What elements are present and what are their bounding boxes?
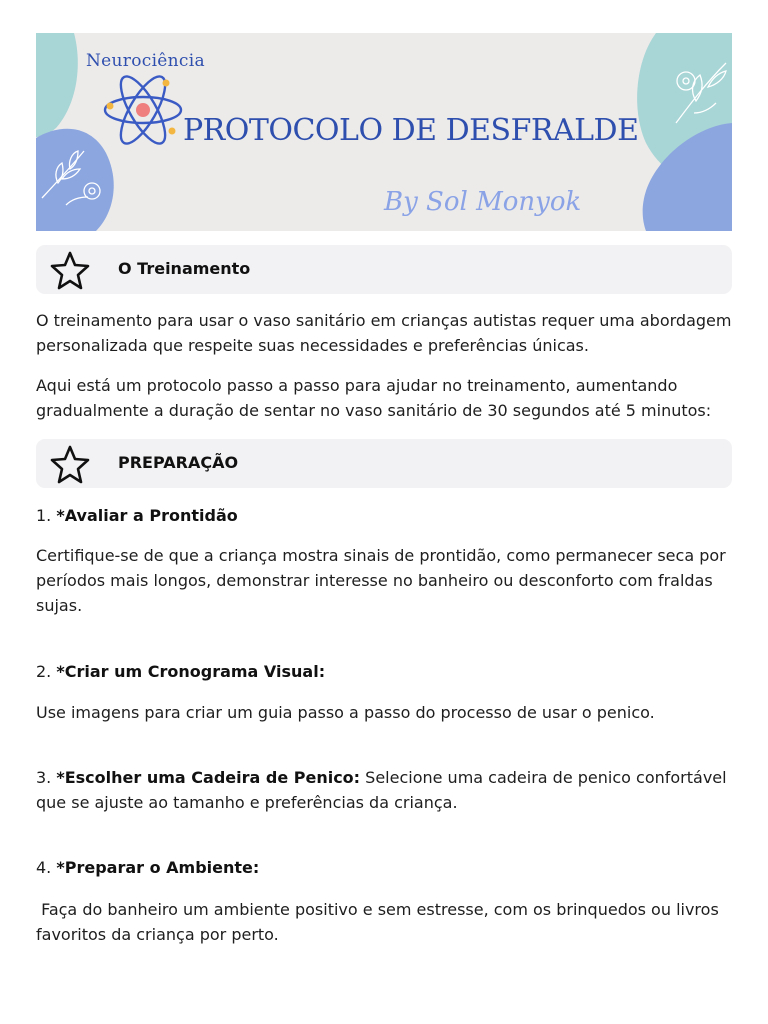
banner-kicker: Neurociência xyxy=(86,51,205,71)
step-number: 3. xyxy=(36,768,52,787)
step-title: *Avaliar a Prontidão xyxy=(56,506,238,525)
atom-icon xyxy=(102,73,184,147)
step-number: 1. xyxy=(36,506,52,525)
step-heading xyxy=(36,765,736,815)
intro-paragraph-2: Aqui está um protocolo passo a passo para ajudar no treinamento, aumentando gradualmente a duração de sentar no vaso sanitário de 30 segundos até 5 minutos: xyxy=(36,376,712,420)
section-title: PREPARAÇÃO xyxy=(118,453,239,472)
section-header-preparacao xyxy=(36,439,732,488)
header-banner xyxy=(36,33,732,231)
step-heading xyxy=(36,659,736,684)
step-body: Use imagens para criar um guia passo a passo do processo de usar o penico. xyxy=(36,703,655,722)
step-inline-text: Selecione uma cadeira de penico confortável que se ajuste ao tamanho e preferências da criança. xyxy=(36,768,727,812)
step-body: Certifique-se de que a criança mostra sinais de prontidão, como permanecer seca por períodos mais longos, demonstrar interesse no banheiro ou desconforto com fraldas sujas. xyxy=(36,546,726,615)
banner-byline: By Sol Monyok xyxy=(384,187,582,217)
step-number: 4. xyxy=(36,858,52,877)
star-icon xyxy=(48,250,92,290)
step-heading xyxy=(36,503,736,528)
intro-paragraph-1: O treinamento para usar o vaso sanitário em crianças autistas requer uma abordagem personalizada que respeite suas necessidades e preferências únicas. xyxy=(36,311,732,355)
step-title: *Escolher uma Cadeira de Penico: xyxy=(56,768,361,787)
step-title: *Criar um Cronograma Visual: xyxy=(56,662,326,681)
step-heading xyxy=(36,855,736,880)
star-icon xyxy=(48,444,92,484)
step-body: Faça do banheiro um ambiente positivo e sem estresse, com os brinquedos ou livros favoritos da criança por perto. xyxy=(36,900,724,944)
section-title: O Treinamento xyxy=(118,259,251,278)
step-title: *Preparar o Ambiente: xyxy=(56,858,260,877)
section-header-treinamento xyxy=(36,245,732,294)
banner-title: PROTOCOLO DE DESFRALDE xyxy=(183,113,639,148)
step-number: 2. xyxy=(36,662,52,681)
